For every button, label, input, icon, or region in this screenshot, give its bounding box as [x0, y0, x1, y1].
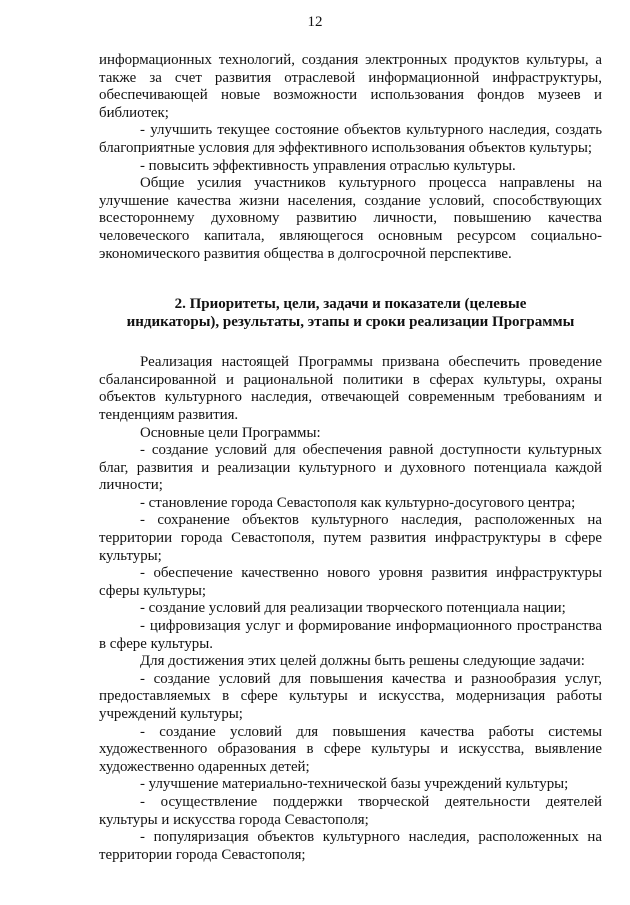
list-item: - обеспечение качественно нового уровня развития инфраструктуры сферы культуры;: [99, 565, 602, 599]
list-item: - становление города Севастополя как культурно-досугового центра;: [140, 494, 576, 511]
list-item: - создание условий для повышения качества работы системы художественного образования в сфере культуры и искусства, выявление художественно одаренных детей;: [99, 723, 602, 775]
list-item: - сохранение объектов культурного наследия, расположенных на территории города Севастополя, путем развития инфраструктуры в сфере культуры;: [99, 512, 602, 564]
list-item: - цифровизация услуг и формирование информационного пространства в сфере культуры.: [99, 618, 602, 652]
list-item: - осуществление поддержки творческой деятельности деятелей культуры и искусства города Севастополя;: [99, 793, 602, 828]
page-number: 12: [307, 14, 323, 30]
list-item: - улучшить текущее состояние объектов культурного наследия, создать благоприятные условия для эффективного использования объектов культуры;: [99, 122, 602, 156]
section-heading-line-1: 2. Приоритеты, цели, задачи и показатели (целевые: [174, 296, 527, 313]
paragraph: информационных технологий, создания электронных продуктов культуры, а также за счет развития отраслевой информационной инфраструктуры, обеспечивающей новые возможности использования фондов музеев и библиотек;: [99, 52, 602, 121]
paragraph: Основные цели Программы:: [140, 424, 321, 441]
list-item: - повысить эффективность управления отраслью культуры.: [140, 157, 516, 174]
list-item: - создание условий для реализации творческого потенциала нации;: [140, 600, 566, 617]
list-item: - создание условий для обеспечения равной доступности культурных благ, развития и реализации культурного и духовного потенциала каждой личности;: [99, 442, 602, 494]
section-heading: [99, 295, 602, 331]
list-item: - популяризация объектов культурного наследия, расположенных на территории города Севастополя;: [99, 829, 602, 863]
paragraph: Общие усилия участников культурного процесса направлены на улучшение качества жизни населения, создание условий, способствующих всестороннему духовному развитию личности, повышению качества человеческого капитала, являющегося основным ресурсом социально-экономического развития общества в долгосрочной перспективе.: [99, 175, 602, 262]
list-item: - создание условий для повышения качества и разнообразия услуг, предоставляемых в сфере культуры и искусства, модернизация работы учреждений культуры;: [99, 670, 602, 722]
document-body: [99, 52, 602, 864]
paragraph: Для достижения этих целей должны быть решены следующие задачи:: [140, 653, 585, 670]
list-item: - улучшение материально-технической базы учреждений культуры;: [140, 776, 569, 793]
paragraph: Реализация настоящей Программы призвана обеспечить проведение сбалансированной и рациональной политики в сферах культуры, охраны объектов культурного наследия, отвечающей современным требованиям и тенденциям развития.: [99, 354, 602, 423]
section-heading-line-2: индикаторы), результаты, этапы и сроки реализации Программы: [126, 314, 575, 331]
